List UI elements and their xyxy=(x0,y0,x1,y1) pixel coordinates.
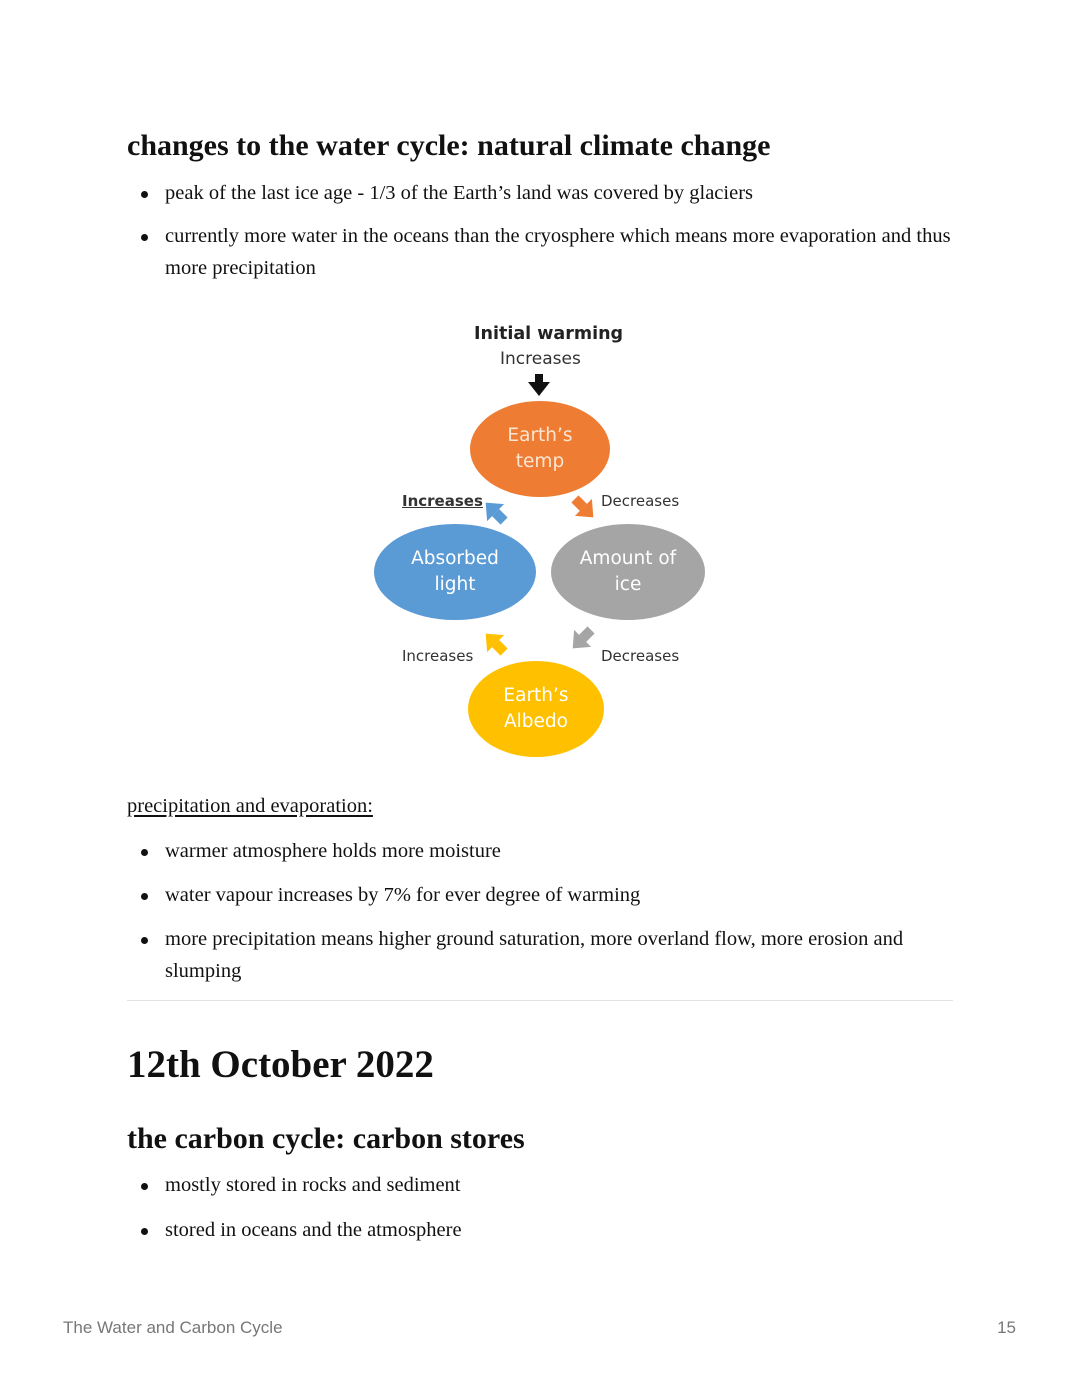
list-item: stored in oceans and the atmosphere xyxy=(127,1214,953,1246)
bullet-dot xyxy=(141,1228,148,1235)
list-item: peak of the last ice age - 1/3 of the Earth’s land was covered by glaciers xyxy=(127,177,953,209)
diagram-title: Initial warming xyxy=(474,324,624,344)
node-absorbed-light: Absorbed light xyxy=(374,524,536,620)
edge-label-top-right: Decreases xyxy=(601,492,680,510)
edge-label-bottom-left: Increases xyxy=(402,647,474,665)
footer-document-title: The Water and Carbon Cycle xyxy=(63,1318,283,1337)
arrow-down-right-icon xyxy=(566,490,601,525)
down-arrow-icon xyxy=(528,374,550,396)
node-earth-albedo: Earth’s Albedo xyxy=(468,661,604,757)
arrow-up-left-icon xyxy=(477,625,512,660)
bullet-dot xyxy=(141,893,148,900)
bullet-dot xyxy=(141,234,148,241)
bullet-list-precipitation xyxy=(127,835,953,987)
section-heading-water-cycle: changes to the water cycle: natural climate change xyxy=(127,129,771,162)
node-amount-of-ice: Amount of ice xyxy=(551,524,705,620)
bullet-list-water-cycle xyxy=(127,177,953,284)
list-item: more precipitation means higher ground saturation, more overland flow, more erosion and slumping xyxy=(127,923,953,987)
subheading-precipitation: precipitation and evaporation: xyxy=(127,795,373,817)
arrow-down-left-icon xyxy=(564,621,599,656)
section-heading-carbon-stores: the carbon cycle: carbon stores xyxy=(127,1122,525,1155)
edge-label-bottom-right: Decreases xyxy=(601,647,680,665)
list-item: warmer atmosphere holds more moisture xyxy=(127,835,953,867)
node-earth-temp: Earth’s temp xyxy=(470,401,610,497)
bullet-dot xyxy=(141,937,148,944)
horizontal-divider xyxy=(127,1000,953,1001)
footer-page-number: 15 xyxy=(997,1318,1016,1337)
list-item: mostly stored in rocks and sediment xyxy=(127,1169,953,1201)
ice-albedo-feedback-diagram xyxy=(360,318,720,768)
bullet-dot xyxy=(141,849,148,856)
bullet-dot xyxy=(141,191,148,198)
bullet-dot xyxy=(141,1183,148,1190)
list-item: currently more water in the oceans than the cryosphere which means more evaporation and thus more precipitation xyxy=(127,220,953,284)
date-heading: 12th October 2022 xyxy=(127,1043,434,1086)
edge-label-top-left: Increases xyxy=(402,492,483,510)
list-item: water vapour increases by 7% for ever degree of warming xyxy=(127,879,953,911)
diagram-subtitle: Increases xyxy=(500,349,581,369)
bullet-list-carbon-stores xyxy=(127,1169,953,1246)
